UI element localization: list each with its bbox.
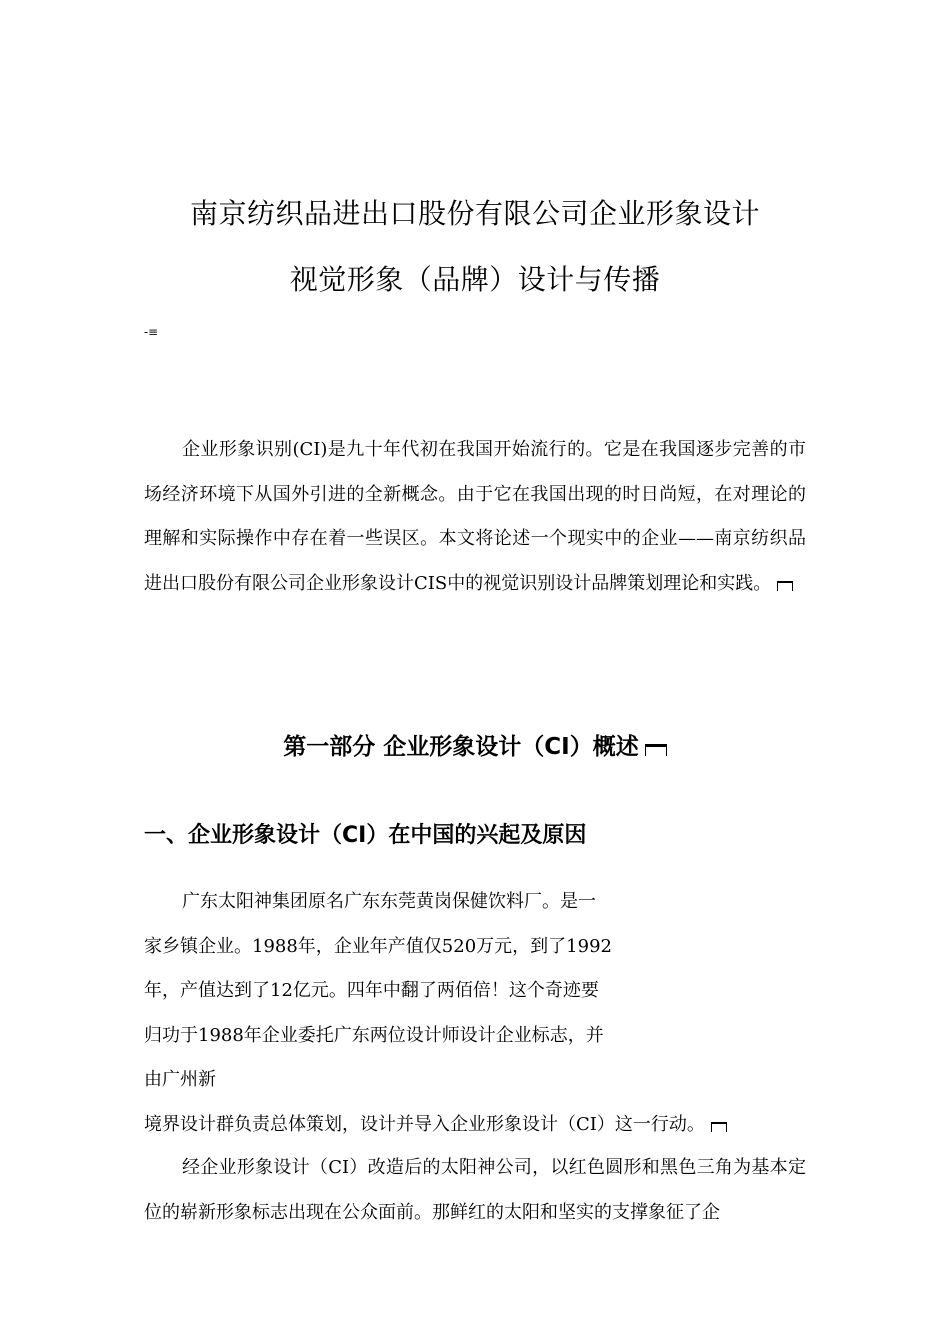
part1-heading-text: 第一部分 企业形象设计（CI）概述	[283, 734, 639, 760]
section1-line: 归功于1988年企业委托广东两位设计师设计企业标志，并	[144, 1024, 604, 1046]
section1-line: 广东太阳神集团原名广东东莞黄岗保健饮料厂。是一	[182, 891, 596, 912]
doc-title-line2: 视觉形象（品牌）设计与传播	[289, 263, 661, 296]
paragraph-mark-icon	[645, 744, 667, 756]
section1-line: 家乡镇企业。1988年，企业年产值仅520万元，到了1992	[144, 935, 612, 957]
intro-text: 企业形象识别(CI)是九十年代初在我国开始流行的。它是在我国逐步完善的市场经济环境下从国外引进的全新概念。由于它在我国出现的时日尚短，在对理论的理解和实际操作中存在着一些误区。本文将论述一个现实中的企业——南京纺织品进出口股份有限公司企业形象设计CIS中的视觉识别设计品牌策划理论和实践。	[144, 439, 806, 594]
section1-heading: 一、企业形象设计（CI）在中国的兴起及原因	[144, 823, 587, 848]
paragraph-mark-icon	[777, 581, 793, 591]
small-mark: -≡	[144, 325, 159, 339]
section1-paragraph	[144, 880, 806, 1147]
section1-line: 由广州新	[144, 1069, 216, 1090]
section1-paragraph-2: 经企业形象设计（CI）改造后的太阳神公司，以红色圆形和黑色三角为基本定位的崭新形象标志出现在公众面前。那鲜红的太阳和坚实的支撑象征了企	[144, 1157, 806, 1223]
doc-title-line1: 南京纺织品进出口股份有限公司企业形象设计	[189, 197, 760, 230]
part1-heading	[0, 728, 950, 761]
section1-line: 年，产值达到了12亿元。四年中翻了两佰倍！这个奇迹要	[144, 980, 599, 1001]
paragraph-mark-icon	[711, 1122, 727, 1132]
intro-paragraph	[144, 428, 806, 606]
section1-line: 境界设计群负责总体策划，设计并导入企业形象设计（CI）这一行动。	[144, 1113, 705, 1135]
section1-line-last	[144, 1103, 806, 1148]
